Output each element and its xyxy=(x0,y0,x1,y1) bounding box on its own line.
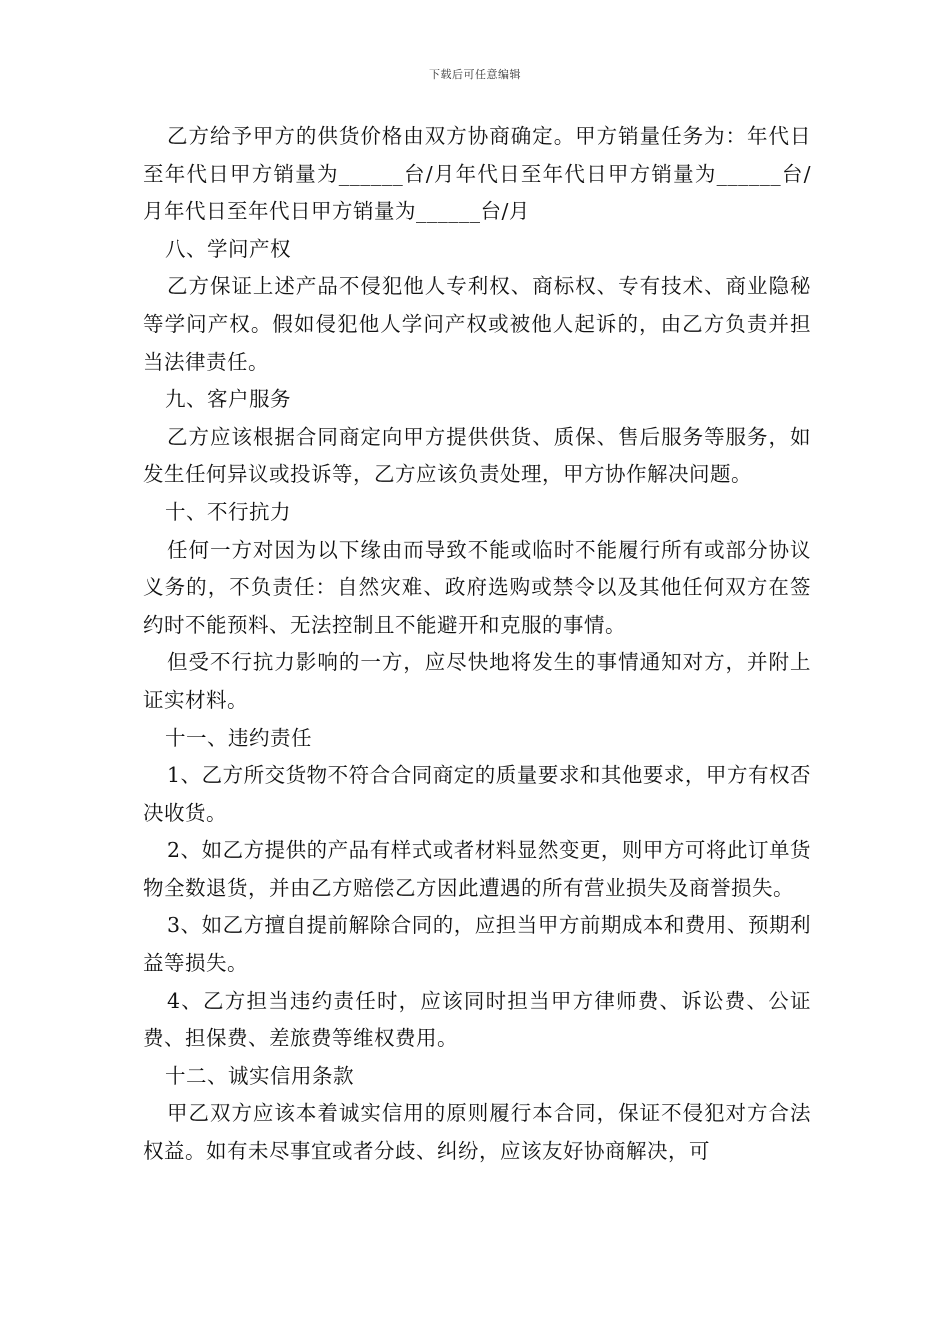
page-header: 下载后可任意编辑 xyxy=(429,68,521,81)
paragraph-breach-3: 3、如乙方擅自提前解除合同的，应担当甲方前期成本和费用、预期利益等损失。 xyxy=(143,913,811,976)
paragraph-good-faith: 甲乙双方应该本着诚实信用的原则履行本合同，保证不侵犯对方合法权益。如有未尽事宜或者分歧、纠纷，应该友好协商解决，可 xyxy=(143,1101,811,1164)
section-heading-ip: 八、学问产权 xyxy=(165,236,291,261)
paragraph-force-majeure-notice: 但受不行抗力影响的一方，应尽快地将发生的事情通知对方，并附上证实材料。 xyxy=(143,650,811,712)
paragraph-breach-1: 1、乙方所交货物不符合合同商定的质量要求和其他要求，甲方有权否决收货。 xyxy=(143,763,811,825)
paragraph-breach-2: 2、如乙方提供的产品有样式或者材料显然变更，则甲方可将此订单货物全数退货，并由乙方赔偿乙方因此遭遇的所有营业损失及商誉损失。 xyxy=(143,838,811,900)
section-heading-breach: 十一、违约责任 xyxy=(165,725,312,750)
paragraph-force-majeure: 任何一方对因为以下缘由而导致不能或临时不能履行所有或部分协议义务的，不负责任：自然灾难、政府选购或禁令以及其他任何双方在签约时不能预料、无法控制且不能避开和克服的事情。 xyxy=(143,537,811,637)
paragraph-breach-4: 4、乙方担当违约责任时，应该同时担当甲方律师费、诉讼费、公证费、担保费、差旅费等维权费用。 xyxy=(143,988,811,1051)
document-body xyxy=(143,118,811,1171)
section-heading-service: 九、客户服务 xyxy=(165,387,291,412)
paragraph-ip: 乙方保证上述产品不侵犯他人专利权、商标权、专有技术、商业隐秘等学问产权。假如侵犯他人学问产权或被他人起诉的，由乙方负责并担当法律责任。 xyxy=(143,274,811,374)
section-heading-good-faith: 十二、诚实信用条款 xyxy=(165,1063,354,1088)
paragraph-supply-price: 乙方给予甲方的供货价格由双方协商确定。甲方销量任务为：年代日至年代日甲方销量为______台/月年代日至年代日甲方销量为______台/月年代日至年代日甲方销量为______台/月 xyxy=(143,124,811,224)
paragraph-service: 乙方应该根据合同商定向甲方提供供货、质保、售后服务等服务，如发生任何异议或投诉等，乙方应该负责处理，甲方协作解决问题。 xyxy=(143,424,811,487)
section-heading-force-majeure: 十、不行抗力 xyxy=(165,499,291,524)
